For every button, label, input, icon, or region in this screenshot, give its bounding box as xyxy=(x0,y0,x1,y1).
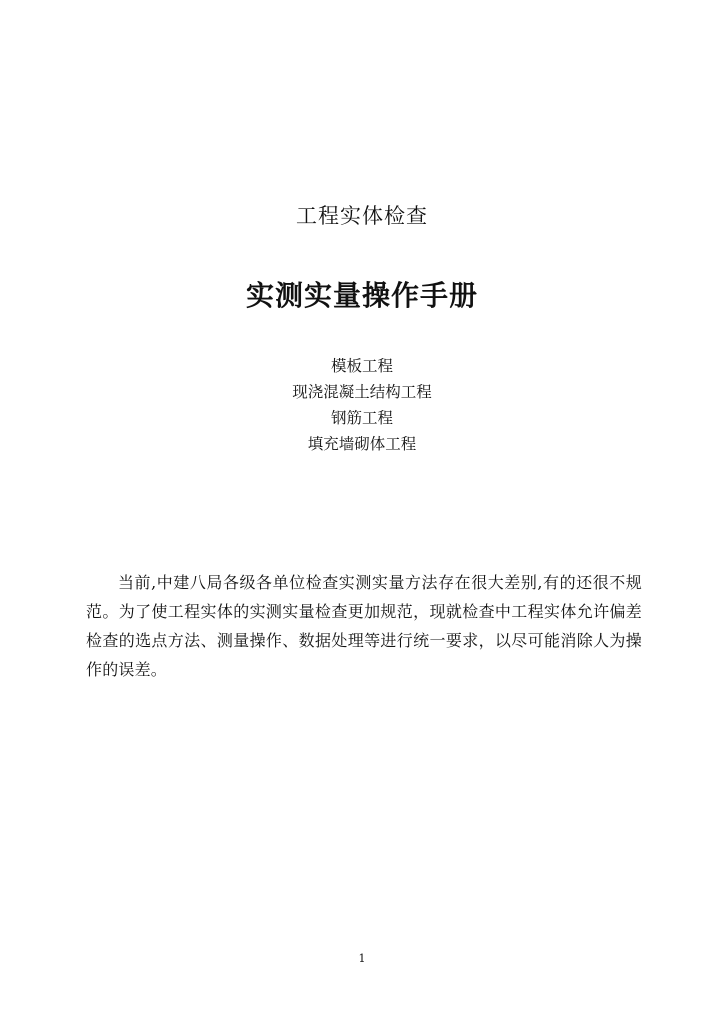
document-title: 实测实量操作手册 xyxy=(245,279,478,312)
section-list xyxy=(0,353,724,457)
document-subtitle: 工程实体检查 xyxy=(296,204,428,228)
section-item: 钢筋工程 xyxy=(330,409,393,427)
page-number: 1 xyxy=(358,952,366,965)
section-item: 填充墙砌体工程 xyxy=(307,435,417,453)
section-item: 模板工程 xyxy=(330,357,393,375)
intro-paragraph: 当前,中建八局各级各单位检查实测实量方法存在很大差别,有的还很不规范。为了使工程实体的实测实量检查更加规范，现就检查中工程实体允许偏差检查的选点方法、测量操作、数据处理等进行统一要求，以尽可能消除人为操作的误差。 xyxy=(86,573,642,679)
section-item: 现浇混凝土结构工程 xyxy=(292,383,432,401)
